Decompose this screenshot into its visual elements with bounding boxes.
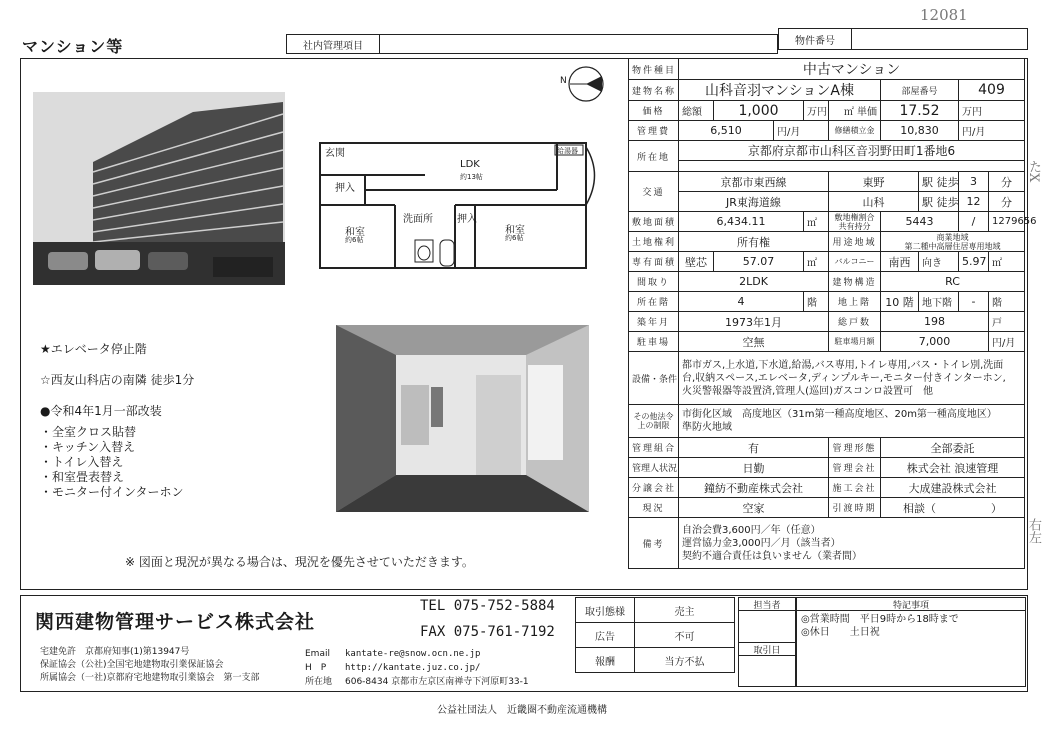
balcony-unit: ㎡ <box>989 252 1025 272</box>
repair-value: 10,830 <box>881 121 959 141</box>
staff-value[interactable] <box>739 611 795 642</box>
internal-management-label: 社内管理項目 <box>287 35 380 53</box>
email-label: Email <box>305 649 330 659</box>
manager-label: 管理人状況 <box>629 458 679 478</box>
structure-value: RC <box>881 272 1025 292</box>
below-label: 地下階 <box>919 292 959 312</box>
parking-value: 空無 <box>679 332 829 352</box>
share-label: 敷地権割合 共有持分 <box>829 212 881 232</box>
site-area-unit: ㎡ <box>804 212 829 232</box>
repair-unit: 円/月 <box>959 121 1025 141</box>
company-name: 関西建物管理サービス株式会社 <box>35 611 316 633</box>
station2: 山科 <box>829 192 919 212</box>
company-fax[interactable]: FAX 075-761-7192 <box>420 624 555 640</box>
mgmt-fee-label: 管理費 <box>629 121 679 141</box>
genkan-label: 玄関 <box>325 148 345 159</box>
senmenjo-label: 洗面所 <box>403 214 433 225</box>
renovation-item: ・和室畳表替え <box>40 470 125 484</box>
page-title: マンション等 <box>22 37 124 56</box>
price-value: 1,000 <box>714 101 804 121</box>
layout-value: 2LDK <box>679 272 829 292</box>
handwritten-number: 12081 <box>920 6 968 24</box>
status-label: 現況 <box>629 498 679 518</box>
min2: 12 <box>959 192 989 212</box>
walk1: 駅 徒歩 <box>919 172 959 192</box>
washitsu2-size: 約6帖 <box>505 234 524 242</box>
compass-north-label: N <box>560 76 567 86</box>
interior-photo <box>336 325 589 512</box>
washitsu1-size: 約6帖 <box>345 236 364 244</box>
floor-area-value: 57.07 <box>714 252 804 272</box>
washitsu2-label: 和室 <box>505 225 525 236</box>
internal-management-box <box>286 34 778 54</box>
built-value: 1973年1月 <box>679 312 829 332</box>
mgmt-fee-unit: 円/月 <box>774 121 829 141</box>
walk2: 駅 徒歩 <box>919 192 959 212</box>
assoc-label: 管理組合 <box>629 438 679 458</box>
fee-label: 報酬 <box>576 648 635 673</box>
features-block <box>40 342 280 500</box>
transaction-mode-value: 売主 <box>635 598 735 623</box>
parking-fee-unit: 円/月 <box>989 332 1025 352</box>
other-restrictions-line: 準防火地域 <box>682 422 732 433</box>
special-notes-box <box>796 597 1026 687</box>
zoning-label: 用途地域 <box>829 232 881 252</box>
status-value: 空家 <box>679 498 829 518</box>
name-label: 建物名称 <box>629 80 679 101</box>
staff-box <box>738 597 796 687</box>
type-label: 物件種目 <box>629 59 679 80</box>
site-area-label: 敷地面積 <box>629 212 679 232</box>
min-unit2: 分 <box>989 192 1025 212</box>
kyutoki-label: 給湯器 <box>557 147 578 155</box>
min1: 3 <box>959 172 989 192</box>
equipment-line: 都市ガス,上水道,下水道,給湯,バス専用,トイレ専用,バス・トイレ別,洗面 <box>682 359 1004 371</box>
handover-paren: （ ） <box>925 501 1003 515</box>
license-block <box>40 646 260 685</box>
balcony-label: バルコニー <box>829 252 881 272</box>
layout-label: 間取り <box>629 272 679 292</box>
oshiire1-label: 押入 <box>335 183 355 194</box>
oshiire2-label: 押入 <box>457 214 477 225</box>
elevator-note: ★エレベータ停止階 <box>40 342 147 356</box>
unit-price-label: 単価 <box>857 107 877 118</box>
room-no-label: 部屋番号 <box>881 80 959 101</box>
special-notes-label: 特記事項 <box>797 598 1025 611</box>
parking-fee-value: 7,000 <box>881 332 989 352</box>
license-text: 宅建免許 京都府知事(1)第13947号 <box>40 647 190 657</box>
equipment-line: 火災警報器等設置済,管理人(巡回)ガスコンロ設置可 他 <box>682 385 933 397</box>
renovation-item: ・全室クロス貼替 <box>40 425 137 439</box>
unit-price-value: 17.52 <box>881 101 959 121</box>
share-sep: / <box>959 212 989 232</box>
units-unit: 戸 <box>989 312 1025 332</box>
structure-label: 建物構造 <box>829 272 881 292</box>
compass-icon <box>560 64 606 104</box>
share-den: 1279656 <box>989 212 1025 232</box>
footer-org: 公益社団法人 近畿圏不動産流通機構 <box>437 705 607 716</box>
line1: 京都市東西線 <box>679 172 829 192</box>
other-restrictions-label: その他法令上の制限 <box>629 405 679 438</box>
company-address: 606-8434 京都市左京区南禅寺下河原町33-1 <box>345 677 529 687</box>
address-label: 所在地 <box>629 141 679 172</box>
above-label: 地上階 <box>829 292 881 312</box>
repair-label: 修繕積立金 <box>829 121 881 141</box>
transaction-mode-label: 取引態様 <box>576 598 635 623</box>
other-restrictions-line: 市街化区域 高度地区（31m第一種高度地区、20m第一種高度地区） <box>682 409 997 420</box>
land-right-value: 所有権 <box>679 232 829 252</box>
handwritten-mark: たX <box>1026 160 1041 183</box>
remarks-line: 自治会費3,600円／年（任意） <box>682 524 821 536</box>
floor-area-label: 専有面積 <box>629 252 679 272</box>
email-link[interactable]: kantate-re@snow.ocn.ne.jp <box>345 649 481 659</box>
renovation-note: ●令和4年1月一部改装 <box>40 404 162 418</box>
special-note: ◎営業時間 平日9時から18時まで <box>801 614 959 625</box>
below-unit: 階 <box>989 292 1025 312</box>
above-value: 10 <box>885 295 900 309</box>
hp-link[interactable]: http://kantate.juz.co.jp/ <box>345 663 481 673</box>
handwritten-mark: 右左 <box>1026 518 1041 544</box>
units-label: 総戸数 <box>829 312 881 332</box>
seller-label: 分譲会社 <box>629 478 679 498</box>
date-label: 取引日 <box>739 642 795 656</box>
transaction-table <box>575 597 735 673</box>
manager-value: 日勤 <box>679 458 829 478</box>
ad-label: 広告 <box>576 623 635 648</box>
property-number-box <box>778 28 1028 50</box>
special-note: ◎休日 土日祝 <box>801 627 880 638</box>
price-total-label: 総額 <box>679 101 714 121</box>
mgmt-company-label: 管理会社 <box>829 458 881 478</box>
name-value: 山科音羽マンションA棟 <box>679 80 881 101</box>
washitsu1-label: 和室 <box>345 227 365 238</box>
handover-value: 相談 <box>903 501 926 515</box>
property-number-label: 物件番号 <box>779 29 852 49</box>
company-tel[interactable]: TEL 075-752-5884 <box>420 598 555 614</box>
renovation-item: ・トイレ入替え <box>40 455 124 469</box>
zoning-value-1: 商業地域 <box>936 232 969 242</box>
balcony-direction-label: 向き <box>919 252 959 272</box>
parking-label: 駐車場 <box>629 332 679 352</box>
site-area-value: 6,434.11 <box>679 212 804 232</box>
line2: JR東海道線 <box>679 192 829 212</box>
floor-unit: 階 <box>804 292 829 312</box>
min-unit1: 分 <box>989 172 1025 192</box>
seller-value: 鐘紡不動産株式会社 <box>679 478 829 498</box>
mgmt-company-value: 株式会社 浪速管理 <box>881 458 1025 478</box>
floor-label: 所在階 <box>629 292 679 312</box>
unit-price-unit: 万円 <box>959 101 1025 121</box>
address-value: 京都府京都市山科区音羽野田町1番地6 <box>679 141 1025 161</box>
equipment-label: 設備・条件 <box>629 352 679 405</box>
guarantee-text: 保証協会（公社)全国宅地建物取引業保証協会 <box>40 660 224 670</box>
renovation-item: ・キッチン入替え <box>40 440 136 454</box>
type-value: 中古マンション <box>679 59 1025 80</box>
remarks-line: 契約不適合責任は負いません（業者間） <box>682 550 862 562</box>
balcony-direction: 南西 <box>881 252 919 272</box>
member-text: 所属協会（一社)京都府宅地建物取引業協会 第一支部 <box>40 673 260 683</box>
notice-text: ※ 図面と現況が異なる場合は、現況を優先させていただきます。 <box>125 555 474 569</box>
station1: 東野 <box>829 172 919 192</box>
renovation-item: ・モニター付インターホン <box>40 485 184 499</box>
units-value: 198 <box>881 312 989 332</box>
location-note: ☆西友山科店の南隣 徒歩1分 <box>40 373 195 387</box>
date-value[interactable] <box>739 656 795 686</box>
unit-price-area-unit: ㎡ <box>843 107 854 118</box>
floor-area-type: 壁芯 <box>679 252 714 272</box>
mgmt-fee-value: 6,510 <box>679 121 774 141</box>
fee-value: 当方不払 <box>635 648 735 673</box>
builder-value: 大成建設株式会社 <box>881 478 1025 498</box>
remarks-line: 運営協力金3,000円／月（該当者） <box>682 537 841 549</box>
equipment-line: 台,収納スペース,エレベータ,ディンプルキー,モニター付きインターホン, <box>682 372 1006 384</box>
land-right-label: 土地権利 <box>629 232 679 252</box>
balcony-value: 5.97 <box>959 252 989 272</box>
builder-label: 施工会社 <box>829 478 881 498</box>
price-label: 価格 <box>629 101 679 121</box>
below-value: - <box>959 292 989 312</box>
built-label: 築年月 <box>629 312 679 332</box>
contact-block <box>305 647 529 689</box>
transport-label: 交通 <box>629 172 679 212</box>
price-unit: 万円 <box>804 101 829 121</box>
ad-value: 不可 <box>635 623 735 648</box>
mgmt-form-label: 管理形態 <box>829 438 881 458</box>
address-label-footer: 所在地 <box>305 677 333 687</box>
floor-area-unit: ㎡ <box>804 252 829 272</box>
floor-plan <box>305 135 603 270</box>
floor-value: 4 <box>679 292 804 312</box>
assoc-value: 有 <box>679 438 829 458</box>
ldk-size: 約13帖 <box>460 173 483 181</box>
ldk-label: LDK <box>460 159 480 170</box>
staff-label: 担当者 <box>739 598 795 611</box>
room-no-value: 409 <box>959 80 1025 101</box>
exterior-photo <box>33 92 285 285</box>
zoning-value-2: 第二種中高層住居専用地域 <box>904 241 1001 251</box>
share-num: 5443 <box>881 212 959 232</box>
parking-fee-label: 駐車場月額 <box>829 332 881 352</box>
hp-label: H P <box>305 663 327 673</box>
above-unit: 階 <box>902 295 914 309</box>
handover-label: 引渡時期 <box>829 498 881 518</box>
remarks-label: 備考 <box>629 518 679 569</box>
mgmt-form-value: 全部委託 <box>881 438 1025 458</box>
